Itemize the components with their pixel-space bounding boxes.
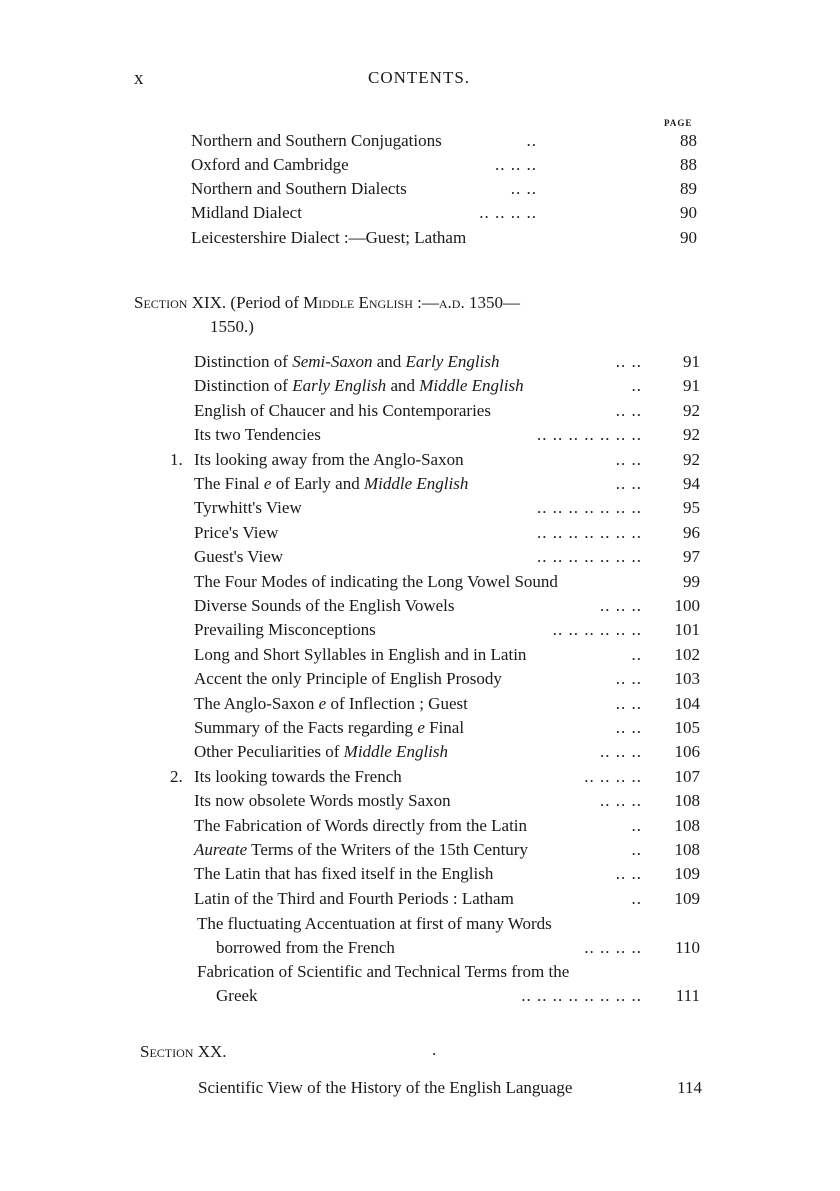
toc-entry	[0, 644, 840, 666]
dot-leaders: ..	[631, 889, 642, 908]
entry-title: English of Chaucer and his Contemporaries	[194, 401, 491, 420]
dot-leaders: .. ..	[615, 864, 642, 883]
dot-leaders: .. .. .. ..	[479, 203, 537, 222]
entry-title: Its looking away from the Anglo-Saxon	[194, 450, 464, 469]
toc-entry	[0, 766, 840, 788]
toc-entry	[0, 619, 840, 641]
running-head: CONTENTS.	[368, 68, 471, 87]
dot-leaders: ..	[631, 645, 642, 664]
entry-title-line1: Fabrication of Scientific and Technical Terms from the	[197, 962, 570, 981]
entry-page: 88	[680, 155, 697, 174]
section-xix-heading	[134, 292, 520, 314]
dot-leaders: ..	[631, 816, 642, 835]
entry-page: 106	[674, 742, 700, 761]
entry-page: 105	[674, 718, 700, 737]
dot-leaders: .. .. ..	[600, 596, 642, 615]
dot-leaders: .. .. .. .. .. .. ..	[537, 498, 642, 517]
entry-page: 109	[674, 864, 700, 883]
dot-leaders: .. ..	[615, 401, 642, 420]
toc-entry	[0, 717, 840, 739]
entry-title: Leicestershire Dialect :—Guest; Latham	[191, 228, 467, 247]
toc-entry	[0, 668, 840, 690]
toc-entry	[0, 473, 840, 495]
entry-title: Distinction of Early English and Middle English	[194, 376, 524, 395]
entry-title: Accent the only Principle of English Prosody	[194, 669, 502, 688]
section-heading-continued: 1550.)	[210, 317, 254, 336]
page-number: x	[134, 68, 144, 89]
dot-leaders: .. ..	[615, 474, 642, 493]
dot-leaders: .. ..	[615, 352, 642, 371]
entry-title: Long and Short Syllables in English and in Latin	[194, 645, 527, 664]
entry-title: Its looking towards the French	[194, 767, 402, 786]
entry-title: The Final e of Early and Middle English	[194, 474, 469, 493]
toc-entry	[0, 863, 840, 885]
toc-entry	[0, 839, 840, 861]
entry-title: Latin of the Third and Fourth Periods : Latham	[194, 889, 514, 908]
entry-title: The Anglo-Saxon e of Inflection ; Guest	[194, 694, 468, 713]
toc-entry	[0, 202, 840, 224]
entry-title: Midland Dialect	[191, 203, 302, 222]
entry-title: Northern and Southern Conjugations	[191, 131, 442, 150]
entry-page: 110	[675, 938, 700, 957]
entry-page: 109	[674, 889, 700, 908]
toc-entry	[0, 449, 840, 471]
dot-leaders: .. .. ..	[600, 742, 642, 761]
toc-entry	[0, 888, 840, 910]
entry-page: 92	[683, 425, 700, 444]
toc-entry	[0, 497, 840, 519]
toc-entry	[0, 693, 840, 715]
entry-title: Greek	[216, 986, 258, 1005]
toc-entry	[0, 595, 840, 617]
toc-entry	[0, 400, 840, 422]
section-xx-label: Section XX.	[140, 1042, 227, 1061]
entry-page: 107	[674, 767, 700, 786]
entry-title: The Four Modes of indicating the Long Vowel Sound	[194, 572, 558, 591]
entry-page: 108	[674, 791, 700, 810]
entry-title: Its now obsolete Words mostly Saxon	[194, 791, 451, 810]
entry-page: 101	[674, 620, 700, 639]
entry-title: Other Peculiarities of Middle English	[194, 742, 449, 761]
toc-entry	[0, 130, 840, 152]
entry-page: 111	[675, 986, 700, 1005]
entry-title-line1: The fluctuating Accentuation at first of many Words	[197, 914, 552, 933]
entry-page: 92	[683, 450, 700, 469]
entry-page: 96	[683, 523, 700, 542]
toc-entry	[0, 227, 840, 249]
toc-entry	[0, 546, 840, 568]
section-label: Section XIX.	[134, 293, 227, 312]
dot-leaders: ..	[631, 840, 642, 859]
toc-entry	[0, 741, 840, 763]
entry-page: 103	[674, 669, 700, 688]
stray-mark: .	[432, 1040, 437, 1059]
dot-leaders: .. ..	[510, 179, 537, 198]
entry-page: 108	[674, 816, 700, 835]
dot-leaders: .. .. .. .. .. .. ..	[537, 425, 642, 444]
toc-entry	[0, 815, 840, 837]
page-column-label: PAGE	[664, 118, 693, 128]
entry-title: Scientific View of the History of the English Language	[198, 1078, 573, 1097]
dot-leaders: .. .. .. ..	[584, 938, 642, 957]
dot-leaders: .. .. .. .. .. .. .. ..	[521, 986, 642, 1005]
dot-leaders: .. .. .. ..	[584, 767, 642, 786]
entry-title: Guest's View	[194, 547, 284, 566]
entry-number: 2.	[170, 767, 183, 786]
dot-leaders: ..	[526, 131, 537, 150]
toc-entry	[0, 424, 840, 446]
entry-page: 94	[683, 474, 700, 493]
toc-entry	[0, 178, 840, 200]
entry-title: Tyrwhitt's View	[194, 498, 302, 517]
dot-leaders: .. ..	[615, 450, 642, 469]
entry-title: Northern and Southern Dialects	[191, 179, 407, 198]
toc-entry	[0, 375, 840, 397]
entry-page: 95	[683, 498, 700, 517]
toc-entry	[0, 522, 840, 544]
entry-page: 90	[680, 228, 697, 247]
toc-entry	[0, 351, 840, 373]
dot-leaders: .. .. ..	[495, 155, 537, 174]
dot-leaders: .. ..	[615, 669, 642, 688]
entry-number: 1.	[170, 450, 183, 469]
toc-entry	[0, 1077, 840, 1099]
toc-entry	[0, 937, 840, 959]
dot-leaders: .. .. .. .. .. ..	[552, 620, 642, 639]
entry-page: 89	[680, 179, 697, 198]
entry-title: Prevailing Misconceptions	[194, 620, 376, 639]
entry-title: The Latin that has fixed itself in the English	[194, 864, 494, 883]
entry-page: 100	[674, 596, 700, 615]
entry-page: 114	[677, 1078, 702, 1097]
dot-leaders: .. .. ..	[600, 791, 642, 810]
entry-page: 99	[683, 572, 700, 591]
entry-title: Aureate Terms of the Writers of the 15th Century	[194, 840, 528, 859]
entry-title: Distinction of Semi-Saxon and Early English	[194, 352, 500, 371]
toc-entry	[0, 985, 840, 1007]
entry-page: 90	[680, 203, 697, 222]
entry-page: 108	[674, 840, 700, 859]
entry-page: 102	[674, 645, 700, 664]
dot-leaders: .. ..	[615, 694, 642, 713]
dot-leaders: .. .. .. .. .. .. ..	[537, 547, 642, 566]
entry-title: Oxford and Cambridge	[191, 155, 349, 174]
entry-page: 91	[683, 352, 700, 371]
entry-page: 104	[674, 694, 700, 713]
entry-page: 91	[683, 376, 700, 395]
section-heading: (Period of Middle English :—a.d. 1350—	[230, 293, 520, 312]
dot-leaders: .. ..	[615, 718, 642, 737]
entry-title: Its two Tendencies	[194, 425, 321, 444]
toc-entry	[0, 571, 840, 593]
entry-title: The Fabrication of Words directly from the Latin	[194, 816, 528, 835]
entry-page: 97	[683, 547, 700, 566]
entry-page: 88	[680, 131, 697, 150]
entry-title: borrowed from the French	[216, 938, 395, 957]
entry-page: 92	[683, 401, 700, 420]
entry-title: Diverse Sounds of the English Vowels	[194, 596, 455, 615]
entry-title: Price's View	[194, 523, 279, 542]
dot-leaders: ..	[631, 376, 642, 395]
toc-entry	[0, 154, 840, 176]
dot-leaders: .. .. .. .. .. .. ..	[537, 523, 642, 542]
entry-title: Summary of the Facts regarding e Final	[194, 718, 465, 737]
toc-entry	[0, 790, 840, 812]
